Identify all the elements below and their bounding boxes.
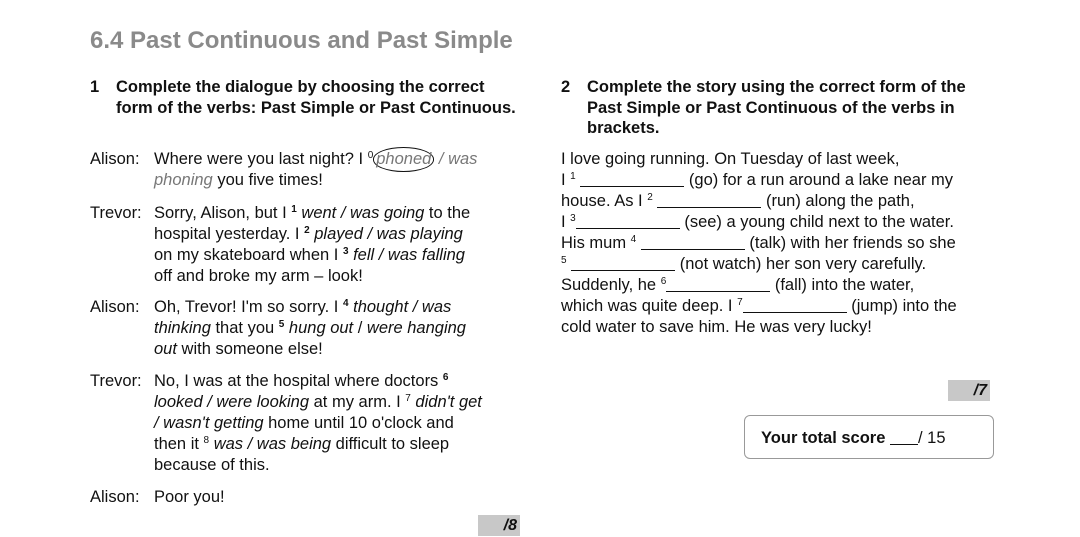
option-text[interactable]: hung out xyxy=(284,319,354,337)
text: on my skateboard when I xyxy=(154,246,343,264)
option-text: / was xyxy=(434,150,478,168)
text: His mum xyxy=(561,234,631,252)
story-line xyxy=(561,254,1001,275)
story-line xyxy=(561,233,1001,254)
answer-blank[interactable] xyxy=(580,172,684,187)
dialogue-turn-alison-1 xyxy=(90,149,530,191)
text: house. As I xyxy=(561,192,648,210)
text: hospital yesterday. I xyxy=(154,225,305,243)
option-text[interactable]: was / was being xyxy=(209,435,332,453)
story-text xyxy=(561,149,1001,338)
text: you five times! xyxy=(212,171,323,189)
answer-blank[interactable] xyxy=(743,298,847,313)
speaker-name: Alison: xyxy=(90,298,140,316)
gap-number: 1 xyxy=(291,204,297,215)
option-text[interactable]: / wasn't getting xyxy=(154,414,264,432)
text: that you xyxy=(210,319,279,337)
dialogue-line xyxy=(154,149,477,170)
option-text[interactable]: thinking xyxy=(154,319,211,337)
gap-number: 0 xyxy=(367,150,374,161)
dialogue-line xyxy=(154,339,323,360)
dialogue-turn-trevor-1 xyxy=(90,203,530,287)
text: I xyxy=(561,171,571,189)
option-text: phoning xyxy=(154,171,213,189)
exercise-2-score: /7 xyxy=(948,380,990,401)
story-line: cold water to save him. He was very lucky! xyxy=(561,318,872,336)
gap-number: 2 xyxy=(647,192,653,203)
answer-blank[interactable] xyxy=(576,214,680,229)
gap-number: 6 xyxy=(660,276,667,287)
option-text[interactable]: looked / were looking xyxy=(154,393,310,411)
text: with someone else! xyxy=(176,340,323,358)
text: Sorry, Alison, but I xyxy=(154,204,292,222)
total-score-box xyxy=(744,415,994,459)
gap-number: 2 xyxy=(304,225,310,236)
gap-number: 4 xyxy=(342,298,349,309)
text: Suddenly, he xyxy=(561,276,661,294)
speaker-name: Trevor: xyxy=(90,372,142,390)
text: I xyxy=(561,213,571,231)
exercise-1-heading xyxy=(90,77,520,118)
text: Where were you last night? I xyxy=(154,150,368,168)
option-text[interactable]: thought / was xyxy=(348,298,452,316)
dialogue-turn-trevor-2 xyxy=(90,371,550,476)
dialogue-line xyxy=(154,434,449,455)
exercise-2-number: 2 xyxy=(561,78,571,96)
text: which was quite deep. I xyxy=(561,297,738,315)
answer-blank[interactable] xyxy=(666,277,770,292)
gap-number: 5 xyxy=(278,319,285,330)
text: Oh, Trevor! I'm so sorry. I xyxy=(154,298,343,316)
dialogue-turn-alison-2 xyxy=(90,297,530,360)
page-title: 6.4 Past Continuous and Past Simple xyxy=(90,27,513,54)
story-line xyxy=(561,191,1001,212)
option-text[interactable]: went / was going xyxy=(296,204,425,222)
exercise-1-score: /8 xyxy=(478,515,520,536)
text: home until 10 o'clock and xyxy=(263,414,454,432)
text: (jump) into the xyxy=(846,297,957,315)
text: (run) along the path, xyxy=(761,192,915,210)
story-line xyxy=(561,275,1001,296)
option-text[interactable]: out xyxy=(154,340,177,358)
story-line xyxy=(561,212,1001,233)
dialogue-line xyxy=(154,413,454,434)
answer-blank[interactable] xyxy=(571,256,675,271)
total-score-label: Your total score xyxy=(761,429,886,447)
dialogue-line xyxy=(154,455,270,476)
exercise-1-number: 1 xyxy=(90,78,100,96)
example-answer-circle xyxy=(373,147,434,172)
gap-number: 7 xyxy=(737,297,743,308)
text: (go) for a run around a lake near my xyxy=(684,171,954,189)
gap-number: 5 xyxy=(561,255,567,266)
option-text[interactable]: didn't get xyxy=(410,393,482,411)
dialogue-line: Poor you! xyxy=(154,488,225,506)
dialogue-line xyxy=(154,224,463,245)
exercise-2-instruction: Complete the story using the correct form of the Past Simple or Past Continuous of the verbs in brackets. xyxy=(587,78,966,137)
dialogue-line xyxy=(154,245,465,266)
speaker-name: Alison: xyxy=(90,488,140,506)
answer-blank[interactable] xyxy=(641,235,745,250)
text: then it xyxy=(154,435,204,453)
option-text[interactable]: played / was playing xyxy=(309,225,463,243)
text: off and broke my arm – look! xyxy=(154,267,363,285)
dialogue-line xyxy=(154,318,466,339)
gap-number: 3 xyxy=(342,246,349,257)
option-text[interactable]: fell / was falling xyxy=(348,246,465,264)
text: because of this. xyxy=(154,456,270,474)
text: / xyxy=(353,319,367,337)
total-score-blank[interactable] xyxy=(890,430,918,445)
text: difficult to sleep xyxy=(331,435,450,453)
text: (see) a young child next to the water. xyxy=(679,213,954,231)
gap-number: 8 xyxy=(203,435,210,446)
story-line xyxy=(561,296,1001,317)
gap-number: 7 xyxy=(405,393,411,404)
dialogue-line xyxy=(154,297,451,318)
text: at my arm. I xyxy=(309,393,406,411)
text: (not watch) her son very carefully. xyxy=(675,255,927,273)
text: (talk) with her friends so she xyxy=(744,234,956,252)
exercise-2-heading xyxy=(561,77,991,139)
speaker-name: Trevor: xyxy=(90,204,142,222)
story-line xyxy=(561,170,1001,191)
dialogue-turn-alison-3 xyxy=(90,487,530,508)
dialogue-line xyxy=(154,371,448,392)
text: to the xyxy=(424,204,471,222)
answer-blank[interactable] xyxy=(657,193,761,208)
exercise-1-instruction: Complete the dialogue by choosing the correct form of the verbs: Past Simple or Past Continuous. xyxy=(116,78,516,117)
option-text[interactable]: were hanging xyxy=(366,319,466,337)
speaker-name: Alison: xyxy=(90,150,140,168)
dialogue-line xyxy=(154,203,470,224)
text: (fall) into the water, xyxy=(770,276,915,294)
dialogue-line xyxy=(154,266,363,287)
example-answer: phoned xyxy=(376,150,432,168)
story-line: I love going running. On Tuesday of last week, xyxy=(561,150,900,168)
gap-number: 1 xyxy=(570,171,576,182)
text: No, I was at the hospital where doctors xyxy=(154,372,443,390)
gap-number: 3 xyxy=(570,213,576,224)
dialogue-line xyxy=(154,392,482,413)
gap-number: 6 xyxy=(442,372,449,383)
gap-number: 4 xyxy=(630,234,637,245)
total-score-suffix: / 15 xyxy=(917,429,946,447)
dialogue-line xyxy=(154,170,323,191)
